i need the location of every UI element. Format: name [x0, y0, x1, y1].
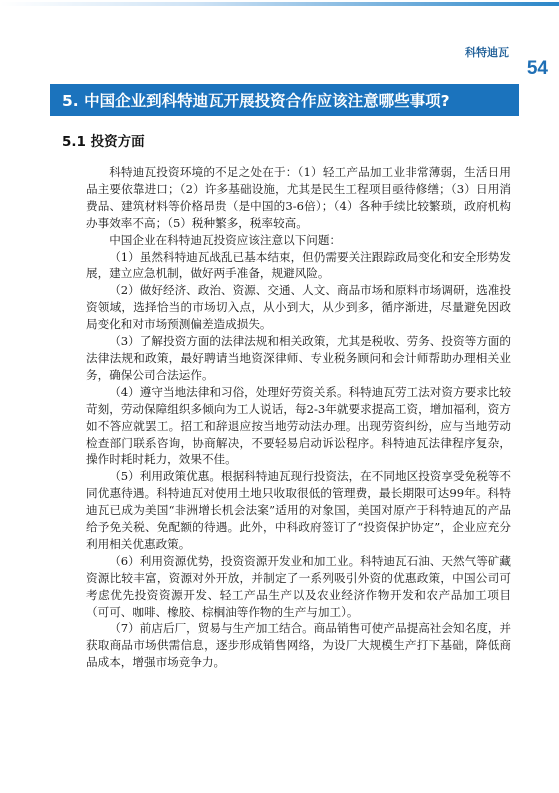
- paragraph: （3）了解投资方面的法律法规和相关政策，尤其是税收、劳务、投资等方面的法律法规和政策，最好聘请当地资深律师、专业税务顾问和会计师帮助办理相关业务，确保公司合法运作。: [86, 334, 511, 382]
- page-number: 54: [526, 58, 548, 79]
- section-heading: 5.1 投资方面: [62, 134, 145, 150]
- running-header-country: 科特迪瓦: [465, 46, 509, 59]
- paragraph: （4）遵守当地法律和习俗，处理好劳资关系。科特迪瓦劳工法对资方要求比较苛刻，劳动保障组织多倾向为工人说话，每2-3年就要求提高工资，增加福利，资方如不答应就罢工。招工和辞退应按当地劳动法办理。出现劳资纠纷，应与当地劳动检查部门联系咨询，协商解决，不要轻易启动诉讼程序。科特迪瓦法律程序复杂，操作时耗时耗力，效果不佳。: [86, 384, 511, 467]
- paragraph: （7）前店后厂，贸易与生产加工结合。商品销售可使产品提高社会知名度，并获取商品市场供需信息，逐步形成销售网络，为设厂大规模生产打下基础，降低商品成本，增强市场竞争力。: [86, 621, 511, 670]
- header-rule: [0, 2, 559, 6]
- paragraph: 中国企业在科特迪瓦投资应该注意以下问题：: [109, 232, 342, 247]
- chapter-title: 5. 中国企业到科特迪瓦开展投资合作应该注意哪些事项?: [62, 92, 450, 110]
- paragraph: （5）利用政策优惠。根据科特迪瓦现行投资法，在不同地区投资享受免税等不同优惠待遇。科特迪瓦对使用土地只收取很低的管理费，最长期限可达99年。科特迪瓦已成为美国“非洲增长机会法案”适用的对象国，美国对原产于科特迪瓦的产品给予免关税、免配额的待遇。此外，中科政府签订了“投资保护协定”，企业应充分利用相关优惠政策。: [86, 469, 511, 551]
- paragraph: （1）虽然科特迪瓦战乱已基本结束，但仍需要关注跟踪政局变化和安全形势发展，建立应急机制，做好两手准备，规避风险。: [86, 249, 511, 281]
- paragraph: （6）利用资源优势，投资资源开发业和加工业。科特迪瓦石油、天然气等矿藏资源比较丰富，资源对外开放，并制定了一系列吸引外资的优惠政策，中国公司可考虑优先投资资源开发、轻工产品生产以及农业经济作物开发和农产品加工项目（可可、咖啡、橡胶、棕榈油等作物的生产与加工）。: [86, 553, 511, 619]
- paragraph: （2）做好经济、政治、资源、交通、人文、商品市场和原料市场调研，选准投资领域，选择恰当的市场切入点，从小到大，从少到多，循序渐进，尽量避免因政局变化和对市场预测偏差造成损失。: [86, 283, 511, 332]
- body-text: [86, 164, 511, 671]
- chapter-title-bar: [50, 84, 519, 116]
- paragraph: 科特迪瓦投资环境的不足之处在于：（1）轻工产品加工业非常薄弱，生活日用品主要依靠进口；（2）许多基础设施，尤其是民生工程项目亟待修缮；（3）日用消费品、建筑材料等价格昂贵（是中国的3-6倍）；（4）各种手续比较繁琐，政府机构办事效率不高；（5）税种繁多，税率较高。: [86, 165, 511, 230]
